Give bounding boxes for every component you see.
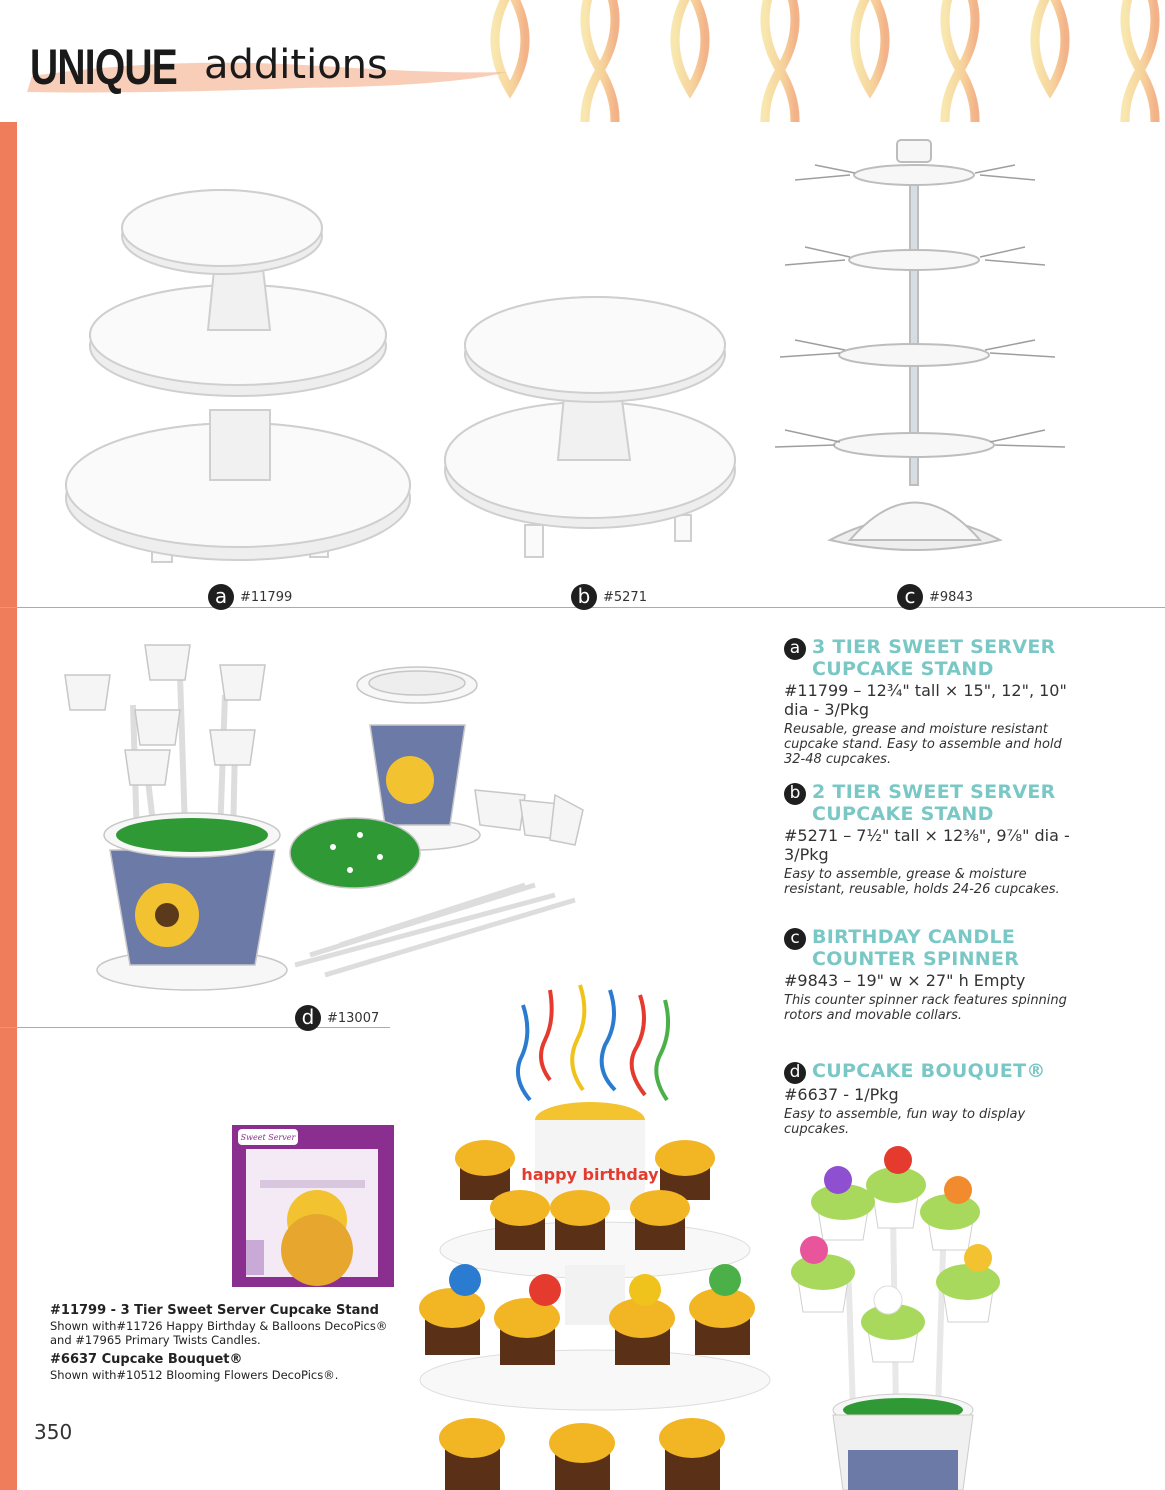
callout-b [571, 584, 647, 610]
photo-captions [50, 1302, 410, 1382]
cupcake-tower-photo [405, 980, 775, 1490]
callout-c [897, 584, 973, 610]
cake-message: happy birthday [521, 1165, 659, 1184]
product-d-title-line1: CUPCAKE BOUQUET® [812, 1060, 1046, 1082]
callout-d [295, 1005, 379, 1031]
three-tier-stand-image [60, 180, 420, 565]
callout-a-code: #11799 [240, 589, 293, 605]
two-tier-stand-image [440, 290, 745, 565]
page-title-bold: UNIQUE [30, 39, 178, 95]
callout-c-code: #9843 [929, 589, 973, 605]
product-a-letter: a [784, 638, 806, 660]
product-a-spec: #11799 – 12¾" tall × 15", 12", 10" dia - 3/Pkg [784, 681, 1067, 719]
product-c-title-line1: BIRTHDAY CANDLE [812, 926, 1016, 948]
product-c-letter: c [784, 928, 806, 950]
product-d-text: Easy to assemble, fun way to display cupcakes. [784, 1107, 1026, 1137]
callout-b-code: #5271 [603, 589, 647, 605]
product-b-description [784, 781, 1074, 897]
product-a-description [784, 636, 1074, 767]
product-b-title-line2: CUPCAKE STAND [812, 803, 994, 825]
side-accent-bar [0, 122, 17, 1490]
watercolor-diamond-pattern [470, 0, 1165, 122]
callout-c-letter: c [897, 584, 923, 610]
product-d-spec: #6637 - 1/Pkg [784, 1085, 899, 1104]
product-a-text: Reusable, grease and moisture resistant cupcake stand. Easy to assemble and hold 32-48 cupcakes. [784, 722, 1062, 767]
product-b-letter: b [784, 783, 806, 805]
caption-1-title: #11799 - 3 Tier Sweet Server Cupcake Stand [50, 1303, 379, 1318]
candle-spinner-image [775, 135, 1070, 560]
product-c-spec: #9843 – 19" w × 27" h Empty [784, 971, 1026, 990]
product-b-spec: #5271 – 7½" tall × 12⅜", 9⅞" dia - 3/Pkg [784, 826, 1070, 864]
caption-2-title: #6637 Cupcake Bouquet® [50, 1352, 243, 1367]
package-brand: Sweet Server [240, 1133, 296, 1142]
product-b-text: Easy to assemble, grease & moisture resistant, reusable, holds 24-26 cupcakes. [784, 867, 1060, 897]
product-c-text: This counter spinner rack features spinning rotors and movable collars. [784, 993, 1067, 1023]
callout-a-letter: a [208, 584, 234, 610]
product-c-description [784, 926, 1074, 1023]
page-header [0, 0, 1165, 122]
product-b-title-line1: 2 TIER SWEET SERVER [812, 781, 1056, 803]
caption-1-text: Shown with#11726 Happy Birthday & Balloons DecoPics® and #17965 Primary Twists Candles. [50, 1319, 388, 1347]
product-d-letter: d [784, 1062, 806, 1084]
callout-d-code: #13007 [327, 1010, 380, 1026]
callout-b-letter: b [571, 584, 597, 610]
caption-2-text: Shown with#10512 Blooming Flowers DecoPics®. [50, 1368, 339, 1382]
product-d-description [784, 1060, 1074, 1137]
product-a-title-line1: 3 TIER SWEET SERVER [812, 636, 1056, 658]
callout-d-letter: d [295, 1005, 321, 1031]
callout-a [208, 584, 292, 610]
cupcake-bouquet-photo [778, 1140, 1023, 1490]
product-a-title-line2: CUPCAKE STAND [812, 658, 994, 680]
sweet-server-package-image [232, 1125, 394, 1287]
product-c-title-line2: COUNTER SPINNER [812, 948, 1020, 970]
cupcake-bouquet-kit-image [55, 635, 585, 995]
page-number: 350 [34, 1420, 73, 1444]
page-title-light: additions [204, 42, 388, 88]
